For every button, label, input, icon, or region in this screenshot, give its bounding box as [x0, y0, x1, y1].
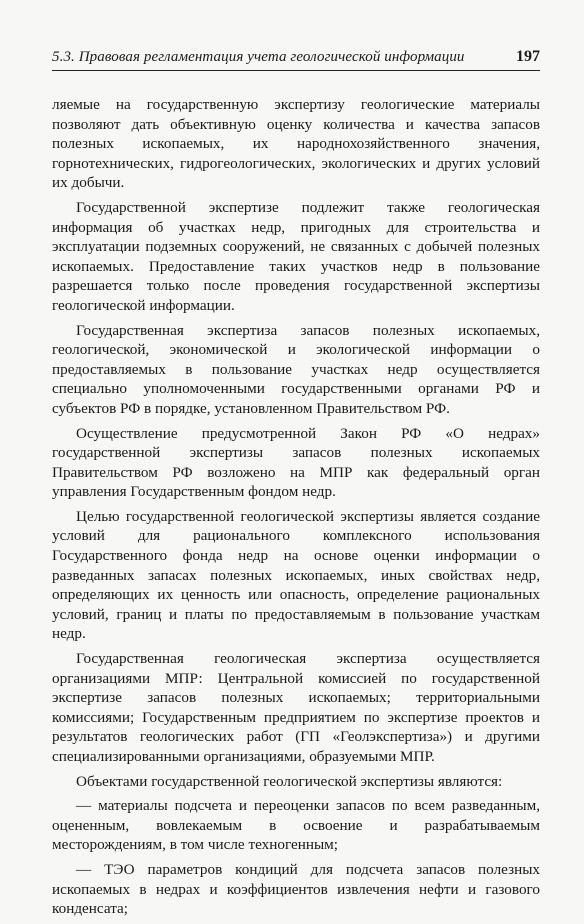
- paragraph: Осуществление предусмотренной Закон РФ «О недрах» государственной экспертизы запасов полезных ископаемых Правительством РФ возложено на МПР как федеральный орган управления Государственным фондом недр.: [52, 424, 540, 501]
- paragraph: Целью государственной геологической экспертизы является создание условий для рационального комплексного использования Государственного фонда недр на основе оценки информации о разведанных запасах полезных ископаемых, иных свойствах недр, определяющих их ценность или опасность, определение рациональных условий, границ и платы по предоставляемым в пользование участкам недр.: [52, 507, 540, 643]
- page-number: 197: [516, 48, 540, 65]
- paragraph: Государственная экспертиза запасов полезных ископаемых, геологической, экономической и экологической информации о предоставляемых в пользование участках недр осуществляется специально уполномоченными государственными органами РФ и субъектов РФ в порядке, установленном Правительством РФ.: [52, 321, 540, 417]
- running-head: [52, 48, 540, 66]
- list-item: — ТЭО параметров кондиций для подсчета запасов полезных ископаемых в недрах и коэффициентов извлечения нефти и газового конденсата;: [52, 860, 540, 918]
- list-item: — материалы подсчета и переоценки запасов по всем разведанным, оцененным, вовлекаемым в освоение и разрабатываемым месторождениям, в том числе техногенным;: [52, 797, 540, 854]
- paragraph: Государственная геологическая экспертиза осуществляется организациями МПР: Центральной комиссией по государственной экспертизе запасов полезных ископаемых; территориальными комиссиями; Государственным предприятием по экспертизе проектов и результатов геологических работ (ГП «Геолэкспертиза») и другими специализированными организациями, образуемыми МПР.: [52, 650, 540, 765]
- header-rule: [52, 70, 540, 71]
- section-title: 5.3. Правовая регламентация учета геологической информации: [52, 49, 465, 65]
- body-text: [52, 95, 540, 924]
- paragraph: Государственной экспертизе подлежит также геологическая информация об участках недр, пригодных для строительства и эксплуатации подземных сооружений, не связанных с добычей полезных ископаемых. Предоставление таких участков недр в пользование разрешается только после проведения государственной экспертизы геологической информации.: [52, 198, 540, 314]
- paragraph: Объектами государственной геологической экспертизы являются:: [76, 772, 503, 790]
- paragraph-continuation: ляемые на государственную экспертизу геологические материалы позволяют дать объективную оценку количества и качества запасов полезных ископаемых, их народнохозяйственного значения, горнотехнических, гидрогеологических, экологических и других условий их добычи.: [52, 96, 540, 192]
